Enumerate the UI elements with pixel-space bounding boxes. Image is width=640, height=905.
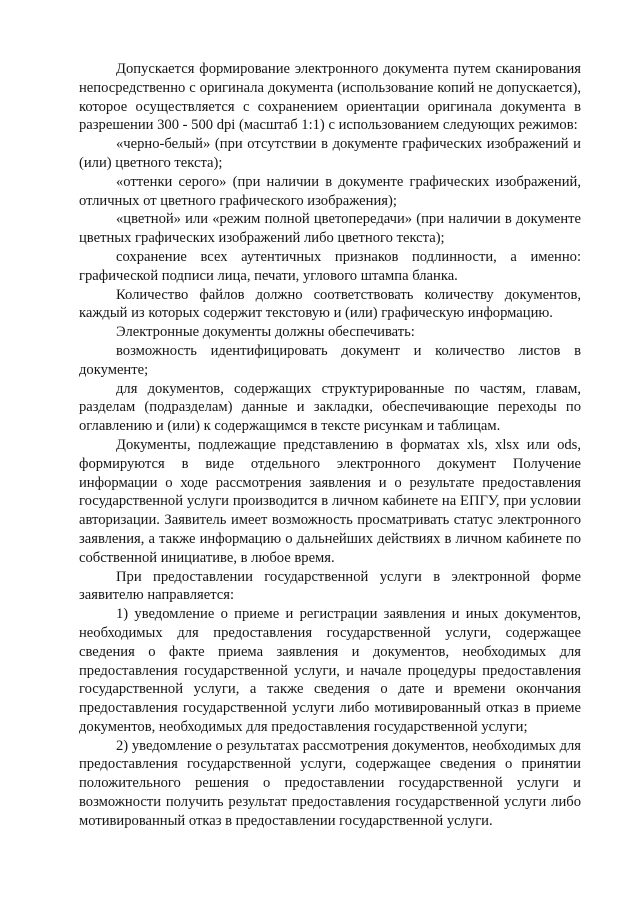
paragraph-identify: возможность идентифицировать документ и количество листов в документе; xyxy=(79,342,581,378)
paragraph-notification-2: 2) уведомление о результатах рассмотрения документов, необходимых для предоставления государственной услуги, содержащее сведения о принятии положительного решения о предоставлении государственной услуги и возможности получить результат предоставления государственной услуги либо мотивированный отказ в предоставлении государственной услуги. xyxy=(79,737,581,829)
paragraph-notifications-intro: При предоставлении государственной услуги в электронной форме заявителю направляется: xyxy=(79,568,581,604)
paragraph-mode-color: «цветной» или «режим полной цветопередачи» (при наличии в документе цветных графических изображений либо цветного текста); xyxy=(79,211,581,247)
paragraph-file-count: Количество файлов должно соответствовать количеству документов, каждый из которых содержит текстовую и (или) графическую информацию. xyxy=(79,286,581,322)
paragraph-mode-grayscale: «оттенки серого» (при наличии в документе графических изображений, отличных от цветного графического изображения); xyxy=(79,173,581,209)
document-page xyxy=(79,60,581,831)
paragraph-mode-bw: «черно-белый» (при отсутствии в документе графических изображений и (или) цветного текста); xyxy=(79,136,581,171)
paragraph-scanning: Допускается формирование электронного документа путем сканирования непосредственно с оригинала документа (использование копий не допускается), которое осуществляется с сохранением ориентации оригинала документа в разрешении 300 - 500 dpi (масштаб 1:1) с использованием следующих режимов: xyxy=(79,61,581,134)
paragraph-structured: для документов, содержащих структурированные по частям, главам, разделам (подразделам) данные и закладки, обеспечивающие переходы по оглавлению и (или) к содержащимся в тексте рисункам и таблицам. xyxy=(79,380,581,435)
paragraph-requirements-intro: Электронные документы должны обеспечивать: xyxy=(116,324,415,341)
paragraph-notification-1: 1) уведомление о приеме и регистрации заявления и иных документов, необходимых для предоставления государственной услуги, содержащее сведения о факте приема заявления и документов, необходимых для предоставления государственной услуги, и начале процедуры предоставления государственной услуги, а также сведения о дате и времени окончания предоставления государственной услуги либо мотивированный отказ в приеме документов, необходимых для предоставления государственной услуги; xyxy=(79,606,581,735)
paragraph-authenticity: сохранение всех аутентичных признаков подлинности, а именно: графической подписи лица, печати, углового штампа бланка. xyxy=(79,248,581,284)
paragraph-formats-status: Документы, подлежащие представлению в форматах xls, xlsx или ods, формируются в виде отдельного электронного документ Получение информации о ходе рассмотрения заявления и о результате предоставления государственной услуги производится в личном кабинете на ЕПГУ, при условии авторизации. Заявитель имеет возможность просматривать статус электронного заявления, а также информацию о дальнейших действиях в личном кабинете по собственной инициативе, в любое время. xyxy=(79,436,581,566)
